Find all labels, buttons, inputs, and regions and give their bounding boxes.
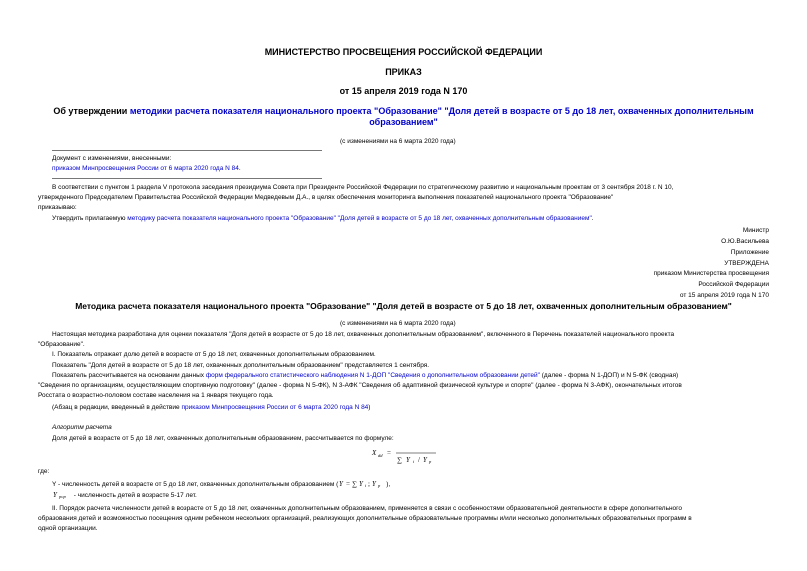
algorithm-heading: Алгоритм расчета	[52, 424, 112, 431]
calc-prefix: Показатель рассчитывается на основании данных	[52, 372, 206, 379]
changes-line	[52, 165, 241, 173]
svg-text:Y: Y	[372, 480, 377, 488]
y-definition	[52, 479, 390, 489]
method-edition-note: (с изменениями на 6 марта 2020 года)	[340, 320, 456, 327]
y-formula-image	[338, 479, 386, 488]
methodology-link[interactable]: методики расчета показателя национального проекта "Образование" "Доля детей в возрасте от 5 до 18 лет, охваченных дополнительным	[129, 106, 754, 116]
appendix-approved: УТВЕРЖДЕНА	[724, 260, 769, 267]
indicator-text: Показатель "Доля детей в возрасте от 5 до 18 лет, охваченных дополнительным образованием" представляется 1 сентября.	[52, 362, 430, 369]
y-def-tail: ),	[386, 481, 391, 488]
section-2-line-2: образования детей и возможностью посещения одним ребенком нескольких организаций, реализующих дополнительные образовательные программы и/или несколько дополнительных образовательных программ в	[38, 515, 692, 522]
svg-text:Y: Y	[359, 480, 364, 488]
svg-text:i: i	[365, 483, 367, 488]
section-2-line-1: II. Порядок расчета численности детей в возрасте от 5 до 18 лет, охваченных дополнительным образованием, применяется в связи с особенностями образовательной деятельности в сфере дополнительного	[52, 505, 682, 512]
methodology-link-continued[interactable]: образованием"	[369, 117, 438, 127]
changes-divider	[52, 150, 322, 151]
where-label: где:	[38, 468, 50, 475]
svg-text:=: =	[346, 480, 351, 488]
svg-text:Y: Y	[406, 456, 410, 464]
appendix-date: от 15 апреля 2019 года N 170	[679, 292, 769, 299]
order-title	[0, 106, 807, 128]
amendment-line	[52, 404, 370, 412]
section-2-line-3: одной организации.	[38, 525, 98, 532]
svg-text:/: /	[418, 456, 420, 464]
formula-image	[370, 446, 440, 466]
calc-line-3: Росстата о возрастно-половом составе населения на 1 января текущего года.	[38, 392, 274, 399]
order-title-prefix: Об утверждении	[53, 106, 130, 116]
y-def-text: Y - численность детей в возрасте от 5 до 18 лет, охваченных дополнительным образованием (	[52, 481, 339, 488]
svg-text:;: ;	[368, 480, 371, 488]
svg-text:∑: ∑	[352, 480, 358, 488]
amendment-order-link-2[interactable]: приказом Минпросвещения России от 6 марта 2020 года N 84	[181, 404, 369, 411]
preamble-line-3: приказываю:	[38, 204, 77, 211]
order-date: от 15 апреля 2019 года N 170	[339, 86, 468, 96]
ypop-definition	[52, 490, 197, 500]
svg-text:dd: dd	[378, 453, 383, 458]
edition-note: (с изменениями на 6 марта 2020 года)	[340, 138, 456, 145]
changes-tail: .	[238, 165, 241, 172]
appendix-by-order: приказом Министерства просвещения	[653, 270, 769, 277]
intro-line-2: "Образование".	[38, 341, 85, 348]
approve-prefix: Утвердить прилагаемую	[52, 215, 128, 222]
ypop-symbol-image	[52, 490, 72, 499]
changes-divider-bottom	[52, 178, 322, 179]
svg-text:p: p	[429, 459, 432, 464]
ypop-def-text: - численность детей в возрасте 5-17 лет.	[72, 492, 197, 499]
approve-tail: .	[591, 215, 594, 222]
signature-name: О.Ю.Васильева	[721, 238, 769, 245]
svg-text:Y: Y	[423, 456, 427, 464]
appendix-country: Российской Федерации	[698, 281, 769, 288]
preamble-line-2: утвержденного Председателем Правительства Российской Федерации Медведевым Д.А., в целях обеспечения мониторинга выполнения показателей национального проекта "Образование"	[38, 194, 614, 201]
appendix-label: Приложение	[730, 249, 769, 256]
svg-text:∑: ∑	[397, 456, 402, 464]
preamble-line-1: В соответствии с пунктом 1 раздела V протокола заседания президиума Совета при Президенте Российской Федерации по стратегическому развитию и национальным проектам от 3 сентября 2018 г. N 10,	[52, 184, 674, 191]
calc-line-2: "Сведения по организациям, осуществляющим спортивную подготовку" (далее - форма N 5-ФК), N 3-АФК "Сведения об адаптивной физической культуре и спорте" (далее - форма N 3-АФК), окончательных итогов	[38, 382, 682, 389]
amend-prefix: (Абзац в редакции, введенный в действие	[52, 404, 182, 411]
amendment-order-link[interactable]: приказом Минпросвещения России от 6 марта 2020 года N 84	[52, 165, 239, 172]
svg-text:p: p	[378, 483, 381, 488]
intro-line-1: Настоящая методика разработана для оценки показателя "Доля детей в возрасте от 5 до 18 лет, охваченных дополнительным образованием", включенного в Перечень показателей национального проекта	[52, 331, 675, 338]
ministry-title: МИНИСТЕРСТВО ПРОСВЕЩЕНИЯ РОССИЙСКОЙ ФЕДЕРАЦИИ	[264, 47, 543, 57]
section-1: I. Показатель отражает долю детей в возрасте от 5 до 18 лет, охваченных дополнительным образованием.	[52, 351, 376, 358]
signature-position: Министр	[742, 227, 769, 234]
approve-methodology-link[interactable]: методику расчета показателя национального проекта "Образование" "Доля детей в возрасте от 5 до 18 лет, охваченных дополнительным образованием"	[127, 215, 592, 222]
svg-text:=: =	[387, 449, 391, 457]
svg-text:Y: Y	[53, 491, 57, 499]
calc-tail: (далее - форма N 1-ДОП) и N 5-ФК (сводная)	[539, 372, 679, 379]
algorithm-text: Доля детей в возрасте от 5 до 18 лет, охваченных дополнительным образованием, рассчитывается по формуле:	[52, 435, 394, 442]
svg-text:X: X	[372, 449, 377, 457]
approve-line	[52, 215, 594, 223]
order-word: ПРИКАЗ	[385, 67, 422, 77]
amend-tail: )	[368, 404, 371, 411]
svg-text:i: i	[413, 459, 415, 464]
calc-line-1	[52, 372, 678, 380]
svg-text:pop: pop	[59, 494, 66, 499]
svg-text:Y: Y	[339, 480, 344, 488]
statistical-forms-link[interactable]: форм федерального статистического наблюдения N 1-ДОП "Сведения о дополнительном образовании детей"	[205, 372, 540, 379]
changes-label: Документ с изменениями, внесенными:	[52, 155, 172, 162]
method-title: Методика расчета показателя национального проекта "Образование" "Доля детей в возрасте от 5 до 18 лет, охваченных дополнительным образованием"	[75, 301, 732, 311]
